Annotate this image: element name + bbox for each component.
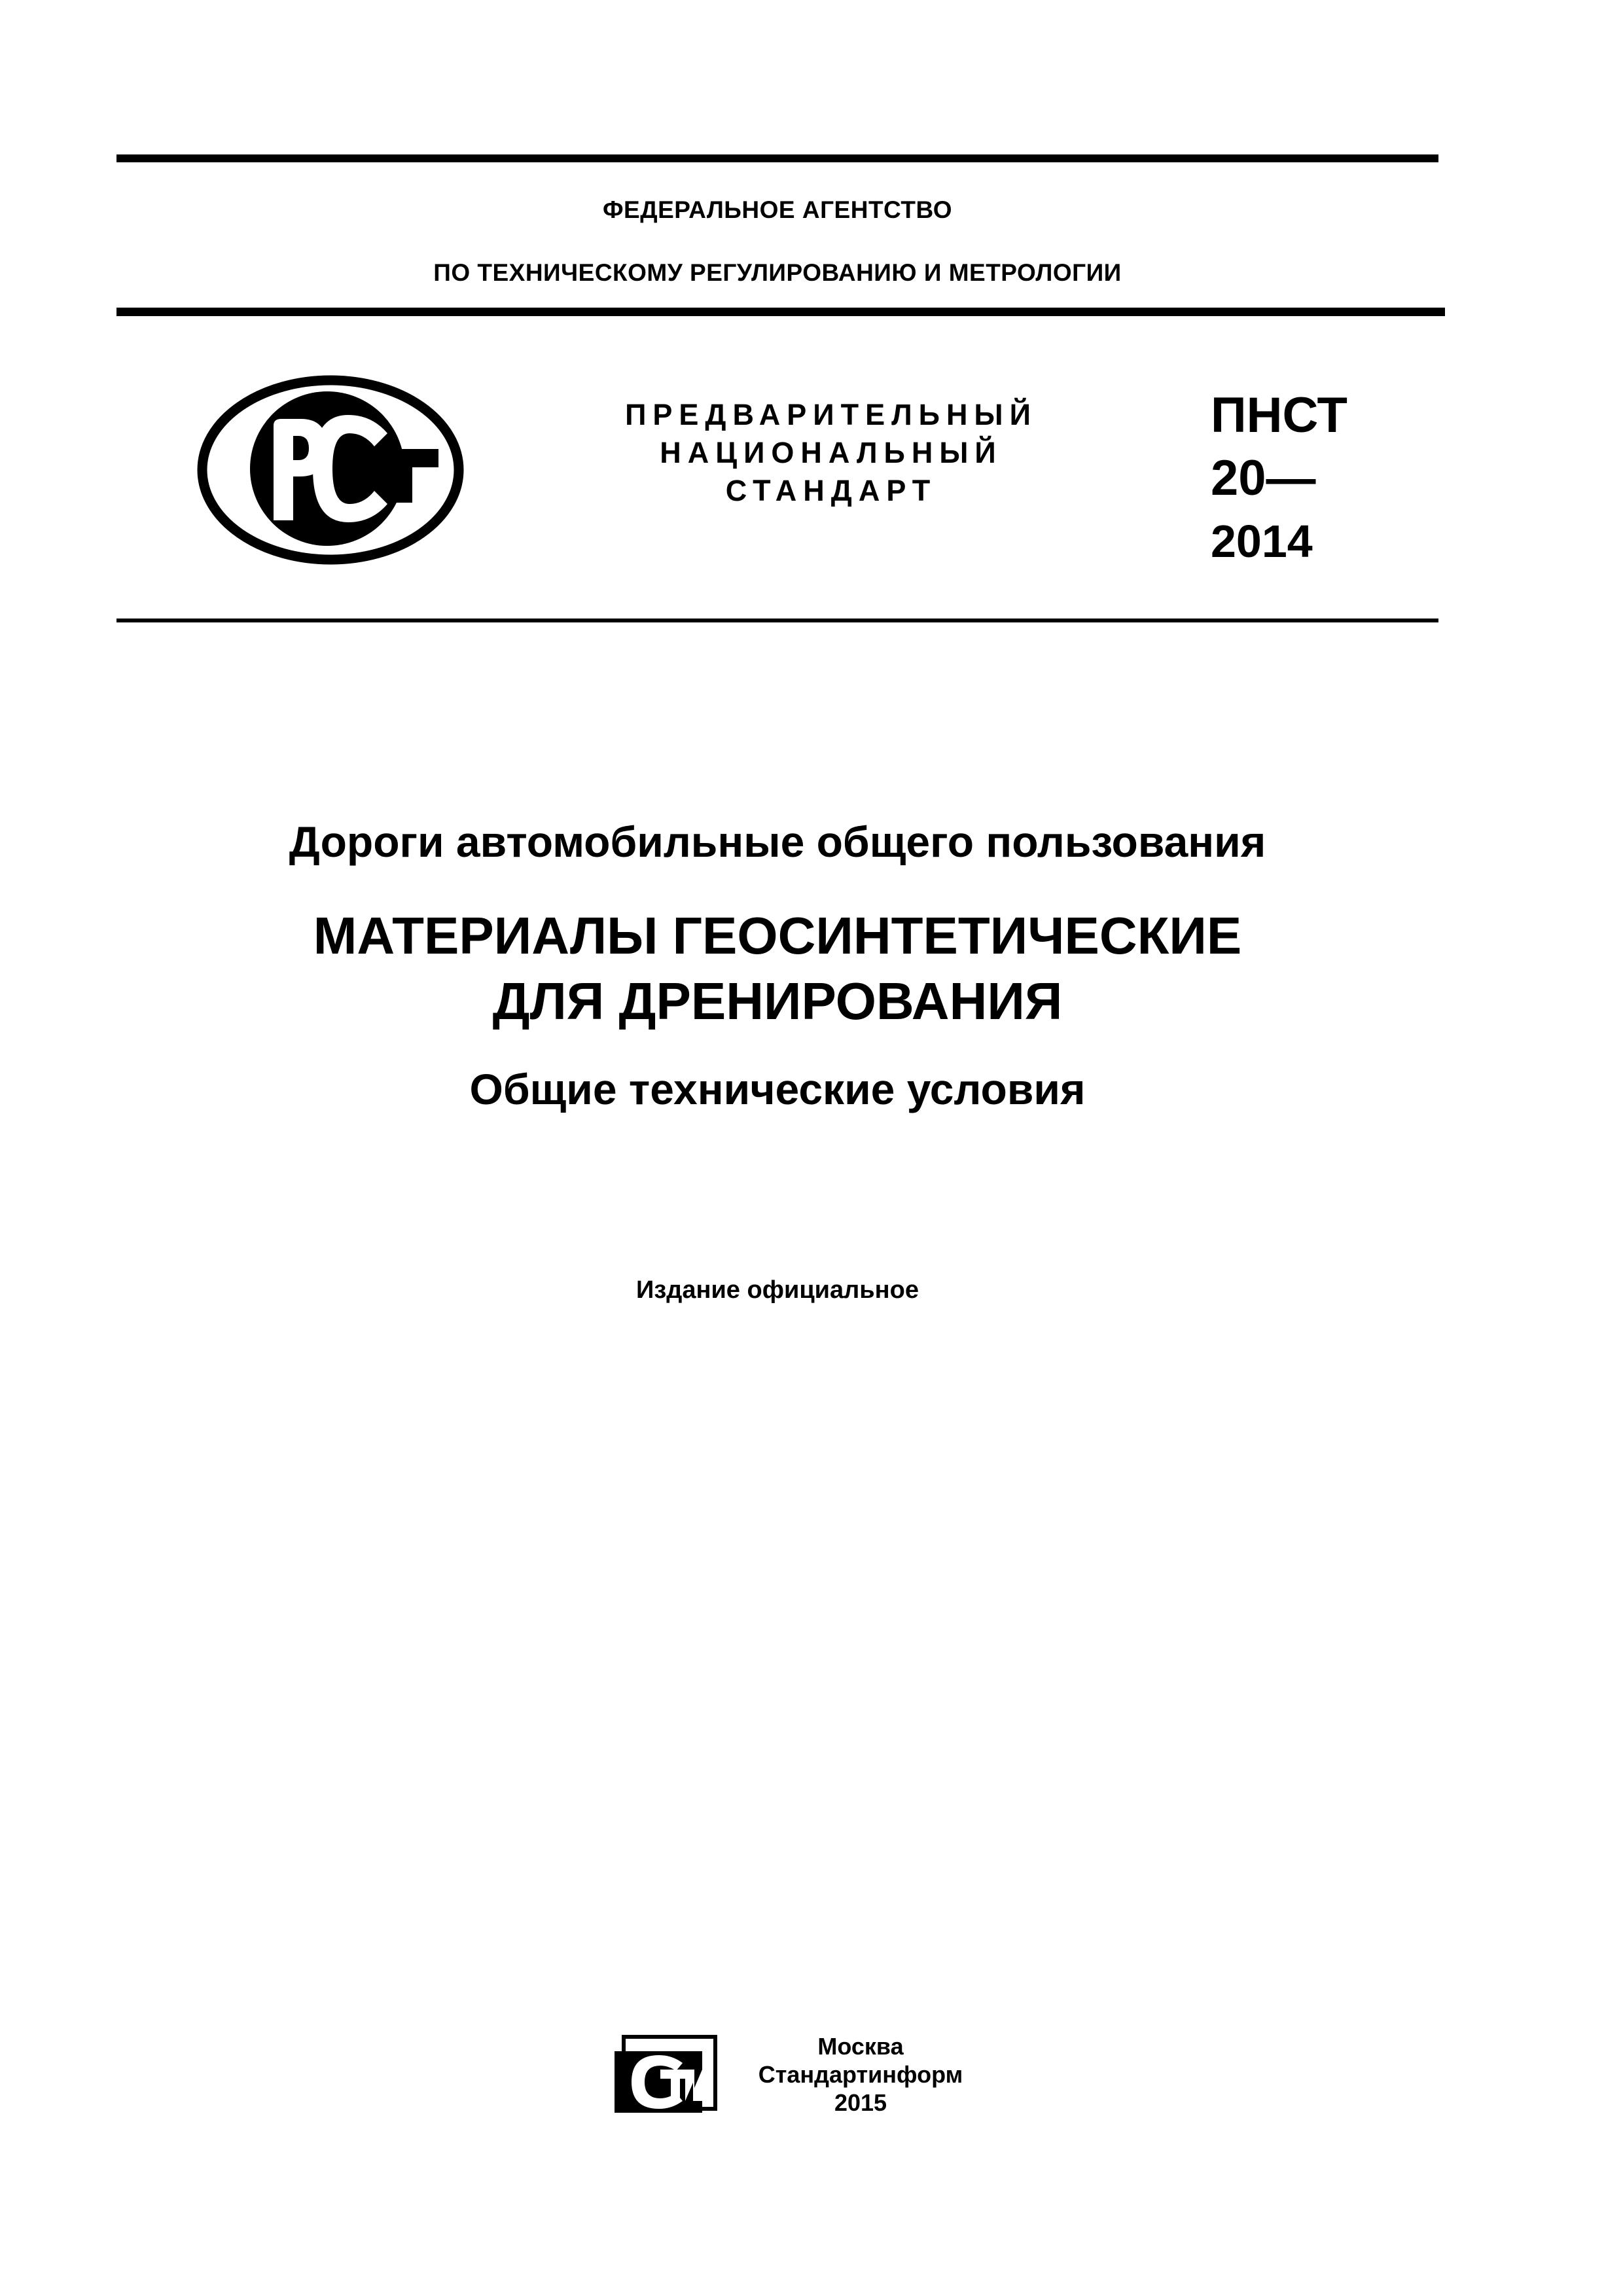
standard-type-line-1: ПРЕДВАРИТЕЛЬНЫЙ xyxy=(625,398,1037,431)
standartinform-logo-icon xyxy=(612,2034,718,2115)
top-rule xyxy=(116,154,1438,162)
edition-label: Издание официальное xyxy=(636,1276,919,1304)
designation-rule xyxy=(116,619,1438,622)
title-subtitle: Общие технические условия xyxy=(469,1065,1086,1113)
designation-prefix: ПНСТ xyxy=(1211,387,1347,443)
rst-logo-icon xyxy=(196,373,465,567)
publisher-year: 2015 xyxy=(834,2089,887,2116)
title-group: Дороги автомобильные общего пользования xyxy=(289,817,1266,866)
agency-line-2: ПО ТЕХНИЧЕСКОМУ РЕГУЛИРОВАНИЮ И МЕТРОЛОГИИ xyxy=(433,259,1122,286)
designation-number: 20— xyxy=(1211,450,1316,506)
publisher-name: Стандартинформ xyxy=(758,2061,963,2088)
agency-line-1: ФЕДЕРАЛЬНОЕ АГЕНТСТВО xyxy=(602,196,953,223)
publisher-city: Москва xyxy=(817,2033,904,2060)
standard-type-line-3: СТАНДАРТ xyxy=(725,474,937,507)
title-main-line-2: ДЛЯ ДРЕНИРОВАНИЯ xyxy=(492,972,1063,1030)
title-main-line-1: МАТЕРИАЛЫ ГЕОСИНТЕТИЧЕСКИЕ xyxy=(313,906,1242,965)
designation-year: 2014 xyxy=(1211,516,1313,567)
standard-type-line-2: НАЦИОНАЛЬНЫЙ xyxy=(660,436,1003,469)
header-rule xyxy=(116,308,1445,316)
